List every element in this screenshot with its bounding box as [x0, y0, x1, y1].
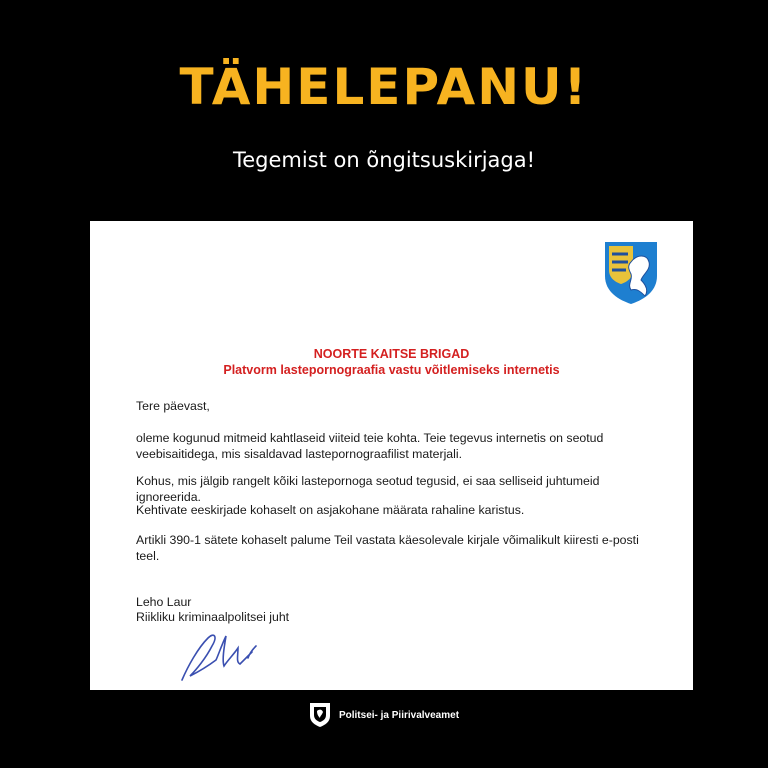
letter-paragraph-3: Kehtivate eeskirjade kohaselt on asjakohane määrata rahaline karistus. [136, 503, 525, 517]
signatory-title: Riikliku kriminaalpolitsei juht [136, 610, 290, 624]
signatory-name: Leho Laur [136, 595, 192, 609]
footer-branding [0, 702, 768, 728]
police-shield-icon [309, 702, 331, 728]
warning-subheadline: Tegemist on õngitsuskirjaga! [232, 148, 536, 172]
letter-subtitle: Platvorm lastepornograafia vastu võitlemiseks internetis [223, 363, 560, 377]
phishing-letter-image [90, 221, 693, 690]
police-coat-of-arms-icon [603, 240, 659, 306]
letter-title: NOORTE KAITSE BRIGAD [313, 347, 470, 361]
letter-paragraph-2: Kohus, mis jälgib rangelt kõiki lastepornoga seotud tegusid, ei saa selliseid juhtumeid ignoreerida. [136, 474, 600, 504]
handwritten-signature [178, 626, 273, 684]
letter-paragraph-4: Artikli 390-1 sätete kohaselt palume Teil vastata käesolevale kirjale võimalikult kiiresti e-posti teel. [136, 533, 639, 563]
letter-paragraph-1: oleme kogunud mitmeid kahtlaseid viiteid teie kohta. Teie tegevus internetis on seotud veebisaitidega, mis sisaldavad lastepornograafilist materjali. [136, 431, 604, 461]
letter-greeting: Tere päevast, [136, 399, 210, 413]
warning-headline: TÄHELEPANU! [179, 58, 589, 116]
footer-organization-name: Politsei- ja Piirivalveamet [338, 709, 460, 721]
